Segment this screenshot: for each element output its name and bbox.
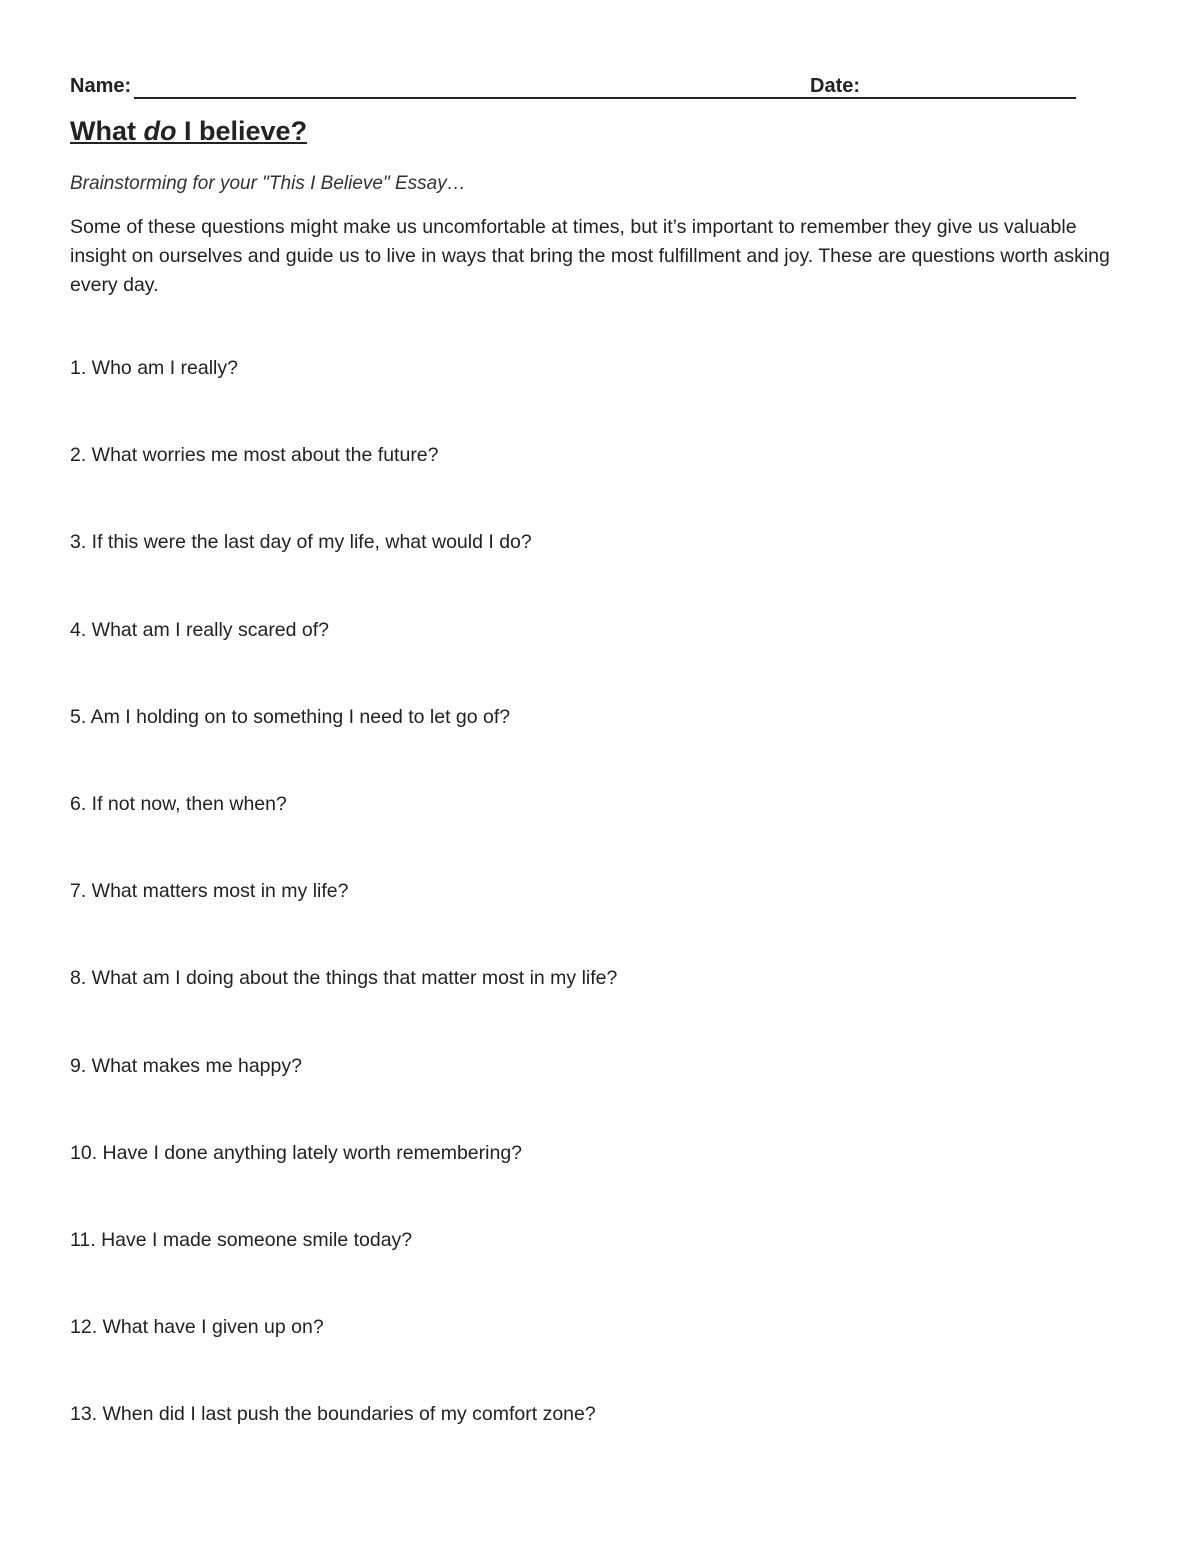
question-item: 6. If not now, then when? xyxy=(70,792,287,815)
question-item: 13. When did I last push the boundaries of my comfort zone? xyxy=(70,1403,596,1426)
page-title xyxy=(70,116,307,147)
question-item: 9. What makes me happy? xyxy=(70,1054,302,1077)
title-part-1: What xyxy=(70,116,144,146)
question-item: 5. Am I holding on to something I need to let go of? xyxy=(70,705,511,728)
date-blank-line xyxy=(865,97,1076,99)
question-item: 11. Have I made someone smile today? xyxy=(70,1228,413,1251)
question-item: 7. What matters most in my life? xyxy=(70,880,349,903)
question-list xyxy=(70,354,617,1487)
name-label: Name: xyxy=(70,75,132,97)
page-subtitle: Brainstorming for your "This I Believe" Essay… xyxy=(70,173,466,194)
name-blank-line xyxy=(134,97,874,99)
question-item: 4. What am I really scared of? xyxy=(70,618,330,641)
question-item: 3. If this were the last day of my life, what would I do? xyxy=(70,531,532,554)
header-row xyxy=(70,75,1080,103)
question-item: 1. Who am I really? xyxy=(70,357,238,379)
question-item: 8. What am I doing about the things that matter most in my life? xyxy=(70,967,618,990)
date-label: Date: xyxy=(810,75,861,97)
intro-paragraph: Some of these questions might make us uncomfortable at times, but it’s important to remember they give us valuable insight on ourselves and guide us to live in ways that bring the most fulfillment and joy. These are questions worth asking every day. xyxy=(70,216,1110,296)
question-item: 10. Have I done anything lately worth remembering? xyxy=(70,1141,523,1164)
title-emphasis: do xyxy=(143,116,177,146)
question-item: 12. What have I given up on? xyxy=(70,1316,324,1339)
question-item: 2. What worries me most about the future? xyxy=(70,444,439,467)
title-part-3: I believe? xyxy=(176,116,308,146)
